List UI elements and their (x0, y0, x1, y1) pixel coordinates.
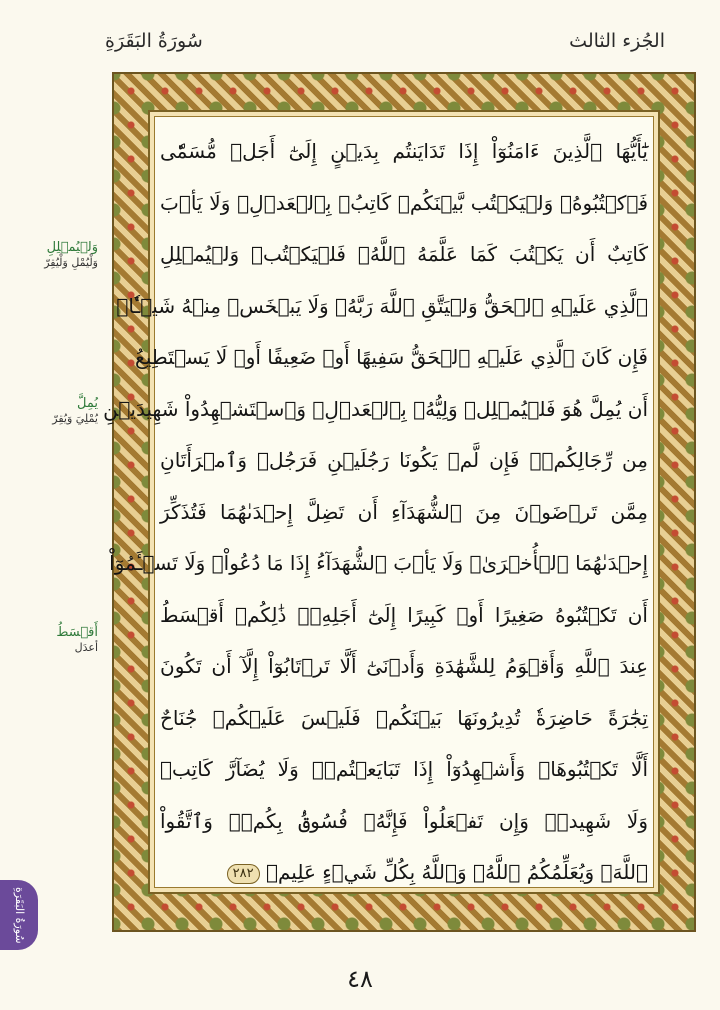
note-word: يُمِلَّ (77, 396, 98, 411)
ayah-number-marker: ٢٨٢ (227, 864, 260, 884)
surah-side-tab[interactable]: سُورَةُ البَقَرَةِ (0, 880, 38, 950)
text-line: يَٰٓأَيُّهَا ٱلَّذِينَ ءَامَنُوٓاْ إِذَا تَدَايَنتُم بِدَيۡنٍ إِلَىٰٓ أَجَلٖ مُّسَمّٗى (160, 139, 648, 163)
surah-header: سُورَةُ البَقَرَةِ (105, 30, 203, 52)
note-meaning: يُمْلِيَ وَيُقِرّ (52, 412, 98, 425)
verse-text (103, 126, 648, 884)
text-line: أَن يُمِلَّ هُوَ فَلۡيُمۡلِلۡ وَلِيُّهُۥ بِٱلۡعَدۡلِۚ وَٱسۡتَشۡهِدُواْ شَهِيدَيۡنِ (103, 396, 648, 421)
text-line: عِندَ ٱللَّهِ وَأَقۡوَمُ لِلشَّهَٰدَةِ وَأَدۡنَىٰٓ أَلَّا تَرۡتَابُوٓاْ إِلَّآ أَن تَكُونَ (160, 654, 648, 678)
margin-note (18, 396, 98, 426)
margin-note (18, 240, 98, 270)
text-line: كَاتِبٌ أَن يَكۡتُبَ كَمَا عَلَّمَهُ ٱللَّهُۚ فَلۡيَكۡتُبۡ وَلۡيُمۡلِلِ (160, 242, 648, 266)
text-line: مِمَّن تَرۡضَوۡنَ مِنَ ٱلشُّهَدَآءِ أَن تَضِلَّ إِحۡدَىٰهُمَا فَتُذَكِّرَ (160, 499, 648, 524)
text-line: فَٱكۡتُبُوهُۚ وَلۡيَكۡتُب بَّيۡنَكُمۡ كَاتِبُۢ بِٱلۡعَدۡلِۚ وَلَا يَأۡبَ (160, 190, 648, 215)
note-word: أَقۡسَطُ (56, 625, 98, 640)
note-meaning: أعدَل (74, 641, 98, 654)
text-line: أَلَّا تَكۡتُبُوهَاۗ وَأَشۡهِدُوٓاْ إِذَا تَبَايَعۡتُمۡۚ وَلَا يُضَآرَّ كَاتِبٞ (160, 757, 648, 781)
text-line: مِن رِّجَالِكُمۡۖ فَإِن لَّمۡ يَكُونَا رَجُلَيۡنِ فَرَجُلٞ وَٱمۡرَأَتَانِ (160, 448, 648, 472)
note-word: وَلۡيُمۡلِلِ (46, 240, 98, 255)
ornamental-frame (103, 72, 696, 932)
text-line: تِجَٰرَةً حَاضِرَةٗ تُدِيرُونَهَا بَيۡنَكُمۡ فَلَيۡسَ عَلَيۡكُمۡ جُنَاحٌ (160, 705, 648, 730)
text-line: فَإِن كَانَ ٱلَّذِي عَلَيۡهِ ٱلۡحَقُّ سَفِيهًا أَوۡ ضَعِيفًا أَوۡ لَا يَسۡتَطِيعُ (135, 345, 648, 369)
text-line: إِحۡدَىٰهُمَا ٱلۡأُخۡرَىٰۚ وَلَا يَأۡبَ ٱلشُّهَدَآءُ إِذَا مَا دُعُواْۚ وَلَا تَسۡـَٔمُوٓاْ (109, 551, 648, 575)
text-line-last (160, 847, 648, 899)
note-meaning: وَلْيُمْلِ وَلْيُقِرّ (44, 256, 98, 269)
page-number: ٤٨ (347, 965, 373, 993)
margin-note (18, 625, 98, 655)
juz-header: الجُزء الثالث (569, 30, 665, 52)
text-line: أَن تَكۡتُبُوهُ صَغِيرًا أَوۡ كَبِيرًا إِلَىٰٓ أَجَلِهِۦۚ ذَٰلِكُمۡ أَقۡسَطُ (160, 602, 648, 627)
text-panel (103, 110, 660, 894)
text-line: وَلَا شَهِيدٞۚ وَإِن تَفۡعَلُواْ فَإِنَّهُۥ فُسُوقُۢ بِكُمۡۗ وَٱتَّقُواْ (160, 808, 648, 833)
text-line: ٱلَّذِي عَلَيۡهِ ٱلۡحَقُّ وَلۡيَتَّقِ ٱللَّهَ رَبَّهُۥ وَلَا يَبۡخَسۡ مِنۡهُ شَيۡـٔٗاۚ (116, 293, 648, 318)
text-line-content: ٱللَّهَۖ وَيُعَلِّمُكُمُ ٱللَّهُۗ وَٱللَّهُ بِكُلِّ شَيۡءٍ عَلِيمٞ (265, 860, 648, 884)
